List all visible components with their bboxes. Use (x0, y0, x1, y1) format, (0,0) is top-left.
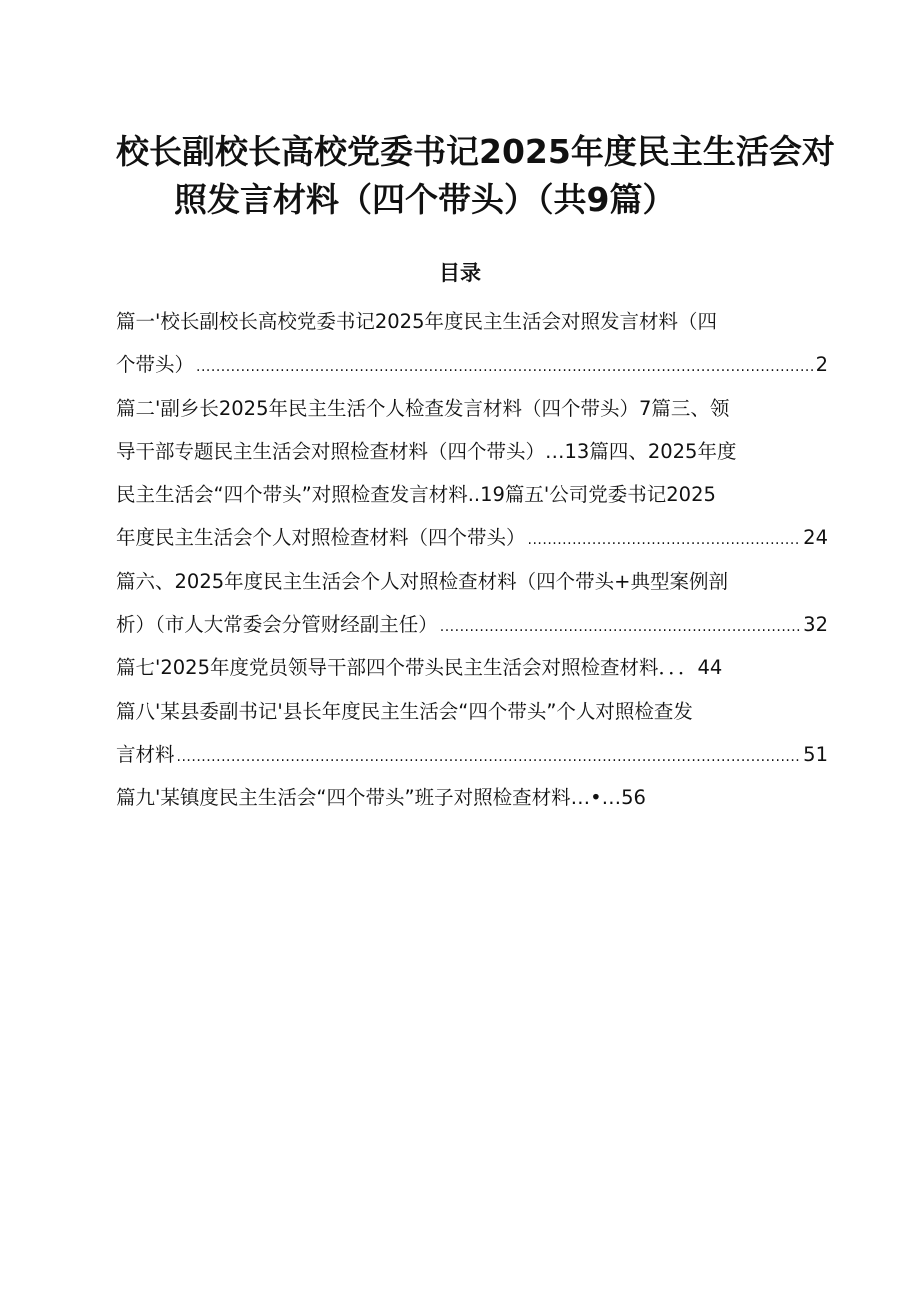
toc-entry-5-continuation (116, 516, 828, 559)
toc-entry-text: 析）（市人大常委会分管财经副主任） (116, 613, 438, 637)
dot-leader (528, 519, 802, 562)
toc-line: 篇六、2025年度民主生活会个人对照检查材料（四个带头+典型案例剖 (116, 569, 728, 593)
toc-page-number: 32 (803, 613, 828, 637)
toc-page-number: 24 (803, 526, 828, 550)
toc-line: 篇二'副乡长2025年民主生活个人检查发言材料（四个带头）7篇三、领 (116, 396, 730, 420)
toc-entry-1-continuation (116, 343, 828, 386)
toc-line: 导干部专题民主生活会对照检查材料（四个带头）…13篇四、2025年度 (116, 439, 737, 463)
toc-page-number: 51 (803, 742, 828, 766)
toc-line: 篇九'某镇度民主生活会“四个带头”班子对照检查材料…•…56 (116, 786, 646, 810)
toc-entry-8-continuation (116, 733, 828, 776)
document-title (116, 128, 835, 224)
toc-page-number: 2 (815, 353, 828, 377)
toc-entry-text: 个带头） (116, 353, 195, 377)
toc-line: 篇七'2025年度党员领导干部四个带头民主生活会对照检查材料．．．44 (116, 656, 723, 680)
toc-entry-6-continuation (116, 603, 828, 646)
toc-heading: 目录 (439, 261, 481, 285)
document-title-line-2: 照发言材料（四个带头）（共9篇） (174, 180, 676, 219)
dot-leader (177, 736, 802, 779)
toc-line: 民主生活会“四个带头”对照检查发言材料..19篇五'公司党委书记2025 (116, 483, 716, 507)
document-title-line-1: 校长副校长高校党委书记2025年度民主生活会对 (116, 132, 835, 171)
table-of-contents (116, 300, 828, 820)
toc-entry-text: 言材料 (116, 742, 175, 766)
dot-leader (196, 346, 814, 389)
dot-leader (440, 606, 801, 649)
toc-line: 篇一'校长副校长高校党委书记2025年度民主生活会对照发言材料（四 (116, 310, 717, 333)
toc-line: 篇八'某县委副书记'县长年度民主生活会“四个带头”个人对照检查发 (116, 699, 693, 723)
toc-entry-text: 年度民主生活会个人对照检查材料（四个带头） (116, 526, 526, 550)
